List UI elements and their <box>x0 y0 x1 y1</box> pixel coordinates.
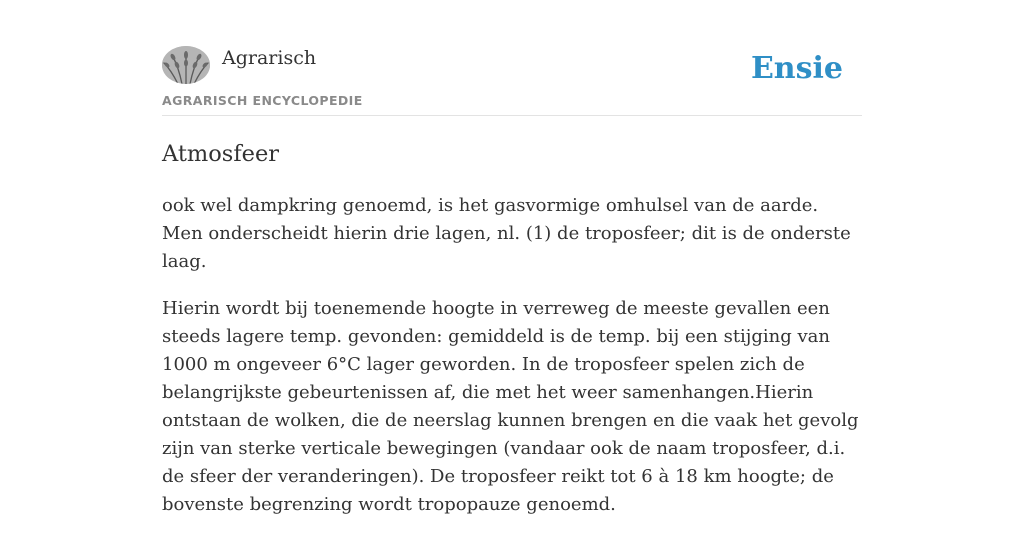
site-name[interactable]: Agrarisch <box>222 47 317 69</box>
article-paragraph: Hierin wordt bij toenemende hoogte in verreweg de meeste gevallen een steeds lagere temp. gevonden: gemiddeld is de temp. bij een stijging van 1000 m ongeveer 6°C lager geworden. In de troposfeer spelen zich de belangrijkste gebeurtenissen af, die met het weer samenhangen.Hierin ontstaan de wolken, die de neerslag kunnen brengen en die vaak het gevolg zijn van sterke verticale bewegingen (vandaar ook de naam troposfeer, d.i. de sfeer der veranderingen). De troposfeer reikt tot 6 à 18 km hoogte; de bovenste begrenzing wordt tropopauze genoemd. <box>162 298 859 515</box>
site-subtitle: AGRARISCH ENCYCLOPEDIE <box>162 93 363 108</box>
brand-logo[interactable]: Ensie <box>750 51 843 86</box>
wheat-icon[interactable] <box>162 46 210 84</box>
article-title: Atmosfeer <box>162 141 280 167</box>
article-content <box>162 192 862 538</box>
header-divider <box>162 115 862 116</box>
article-paragraph: ook wel dampkring genoemd, is het gasvormige omhulsel van de aarde. Men onderscheidt hierin drie lagen, nl. (1) de troposfeer; dit is de onderste laag. <box>162 195 851 272</box>
